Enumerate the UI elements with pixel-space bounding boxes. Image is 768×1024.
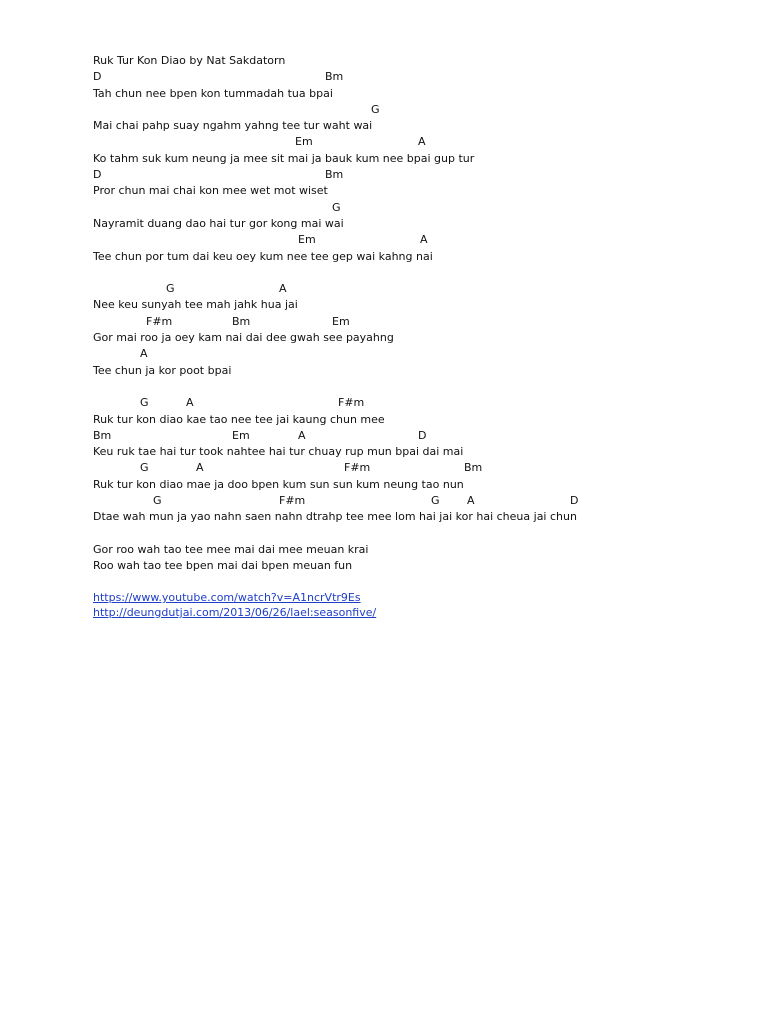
chord-line <box>93 232 733 248</box>
chord: G <box>153 494 162 508</box>
chord-sheet <box>93 53 733 575</box>
lyric-line <box>93 118 733 134</box>
lyric-text: Mai chai pahp suay ngahm yahng tee tur waht wai <box>93 119 373 133</box>
lyric-text: Tee chun ja kor poot bpai <box>93 363 232 377</box>
chord: G <box>431 494 440 508</box>
lyric-line <box>93 412 733 428</box>
lyric-text: Pror chun mai chai kon mee wet mot wiset <box>93 184 328 198</box>
chord: F#m <box>146 314 173 328</box>
chord-line <box>93 460 733 476</box>
chord-line <box>93 281 733 297</box>
lyric-text: Ko tahm suk kum neung ja mee sit mai ja bauk kum nee bpai gup tur <box>93 151 475 165</box>
chord: A <box>467 494 475 508</box>
reference-links <box>93 590 376 620</box>
chord: Bm <box>93 428 112 442</box>
chord: D <box>93 70 102 84</box>
lyric-text: Nee keu sunyah tee mah jahk hua jai <box>93 298 298 312</box>
chord: Em <box>295 135 313 149</box>
lyric-text: Tee chun por tum dai keu oey kum nee tee gep wai kahng nai <box>93 249 433 263</box>
chord: A <box>140 347 148 361</box>
chord: G <box>166 282 175 296</box>
blank-line <box>93 265 733 281</box>
deungdutjai-link[interactable]: http://deungdutjai.com/2013/06/26/lael:seasonfive/ <box>93 606 377 619</box>
chord: D <box>570 494 579 508</box>
chord-line <box>93 167 733 183</box>
lyric-text: Gor roo wah tao tee mee mai dai mee meuan krai <box>93 542 369 556</box>
lyric-text: Nayramit duang dao hai tur gor kong mai wai <box>93 216 344 230</box>
chord: G <box>371 102 380 116</box>
lyric-line <box>93 216 733 232</box>
chord: Em <box>298 233 316 247</box>
lyric-line <box>93 183 733 199</box>
lyric-text: Tah chun nee bpen kon tummadah tua bpai <box>93 86 333 100</box>
lyric-text: Dtae wah mun ja yao nahn saen nahn dtrahp tee mee lom hai jai kor hai cheua jai chun <box>93 510 577 524</box>
chord: F#m <box>344 461 371 475</box>
chord-line <box>93 134 733 150</box>
lyric-line <box>93 249 733 265</box>
lyric-text: Ruk tur kon diao kae tao nee tee jai kaung chun mee <box>93 412 385 426</box>
chord-line <box>93 314 733 330</box>
lyric-line <box>93 444 733 460</box>
chord: F#m <box>338 396 365 410</box>
chord: Bm <box>464 461 483 475</box>
chord-line <box>93 102 733 118</box>
chord: G <box>140 396 149 410</box>
chord: G <box>332 200 341 214</box>
chord: Bm <box>325 70 344 84</box>
chord: A <box>298 428 306 442</box>
lyric-line <box>93 477 733 493</box>
chord: Bm <box>232 314 251 328</box>
chord: Em <box>232 428 250 442</box>
youtube-link[interactable]: https://www.youtube.com/watch?v=A1ncrVtr9Es <box>93 591 361 604</box>
chord-line <box>93 493 733 509</box>
chord: D <box>418 428 427 442</box>
chord: A <box>418 135 426 149</box>
lyric-text: Ruk tur kon diao mae ja doo bpen kum sun sun kum neung tao nun <box>93 477 464 491</box>
chord: F#m <box>279 494 306 508</box>
chord-line <box>93 428 733 444</box>
lyric-line <box>93 509 733 525</box>
lyric-line <box>93 151 733 167</box>
chord: Bm <box>325 168 344 182</box>
chord: A <box>420 233 428 247</box>
lyric-line <box>93 558 733 574</box>
chord: D <box>93 168 102 182</box>
song-title: Ruk Tur Kon Diao by Nat Sakdatorn <box>93 54 286 67</box>
chord-line <box>93 346 733 362</box>
chord: A <box>196 461 204 475</box>
song-title-line <box>93 53 733 69</box>
lyric-text: Roo wah tao tee bpen mai dai bpen meuan fun <box>93 559 353 573</box>
lyric-line <box>93 363 733 379</box>
chord-lyric-lines <box>93 69 733 574</box>
chord-line <box>93 69 733 85</box>
chord-line <box>93 200 733 216</box>
blank-line <box>93 379 733 395</box>
lyric-line <box>93 542 733 558</box>
lyric-line <box>93 297 733 313</box>
lyric-text: Keu ruk tae hai tur took nahtee hai tur chuay rup mun bpai dai mai <box>93 445 464 459</box>
chord: Em <box>332 314 350 328</box>
chord: G <box>140 461 149 475</box>
chord: A <box>279 282 287 296</box>
chord-line <box>93 395 733 411</box>
lyric-line <box>93 86 733 102</box>
chord: A <box>186 396 194 410</box>
blank-line <box>93 526 733 542</box>
lyric-line <box>93 330 733 346</box>
lyric-text: Gor mai roo ja oey kam nai dai dee gwah see payahng <box>93 331 394 345</box>
